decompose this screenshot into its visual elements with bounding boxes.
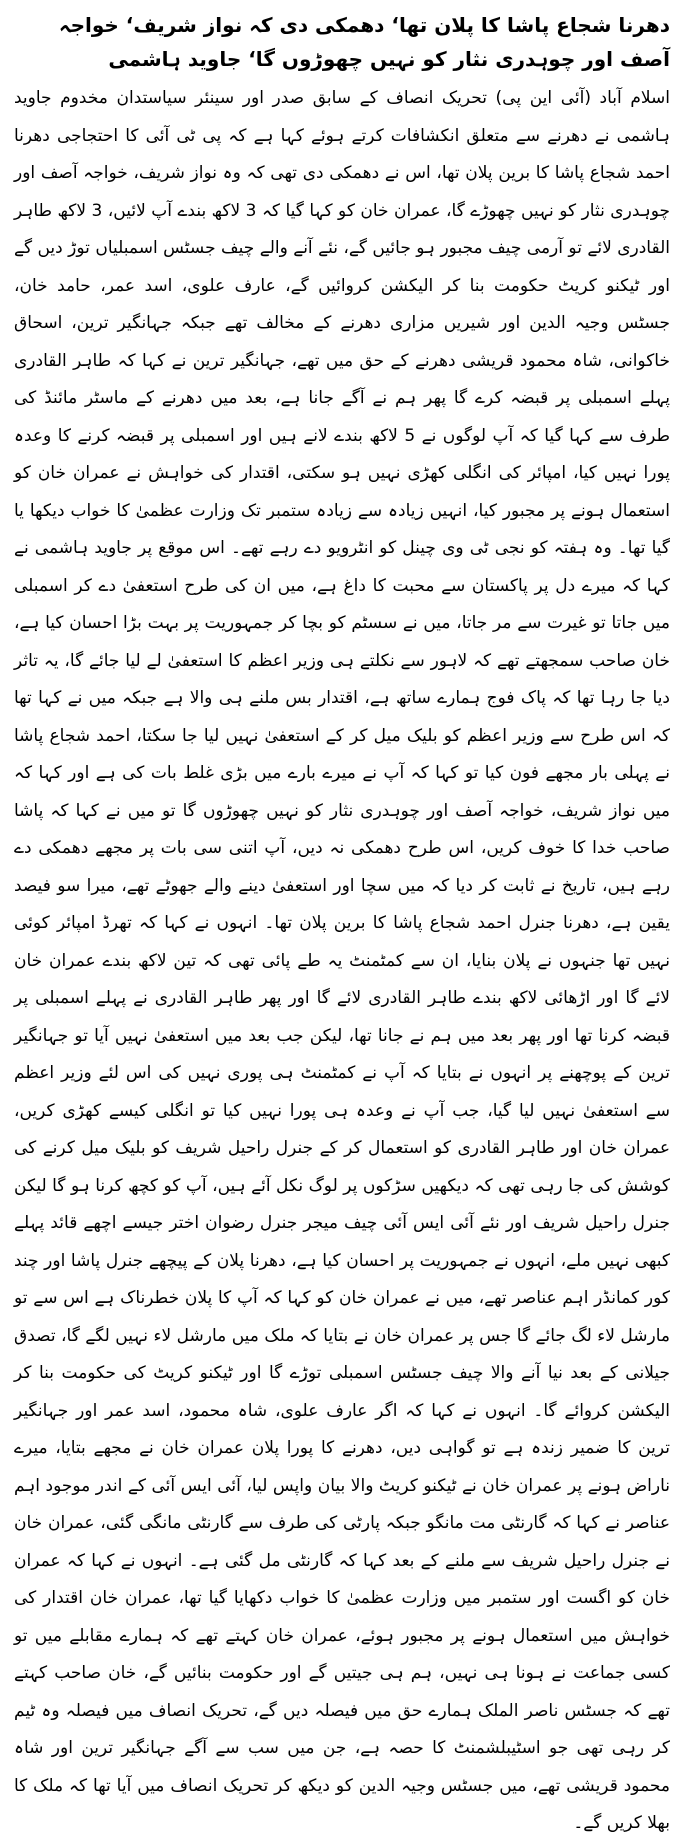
article-headline: دھرنا شجاع پاشا کا پلان تھا‘ دھمکی دی کہ نواز شریف‘ خواجہ آصف اور چوہدری نثار کو نہیں چھوڑوں گا‘ جاوید ہاشمی [58,13,670,71]
article-body: اسلام آباد (آئی این پی) تحریک انصاف کے سابق صدر اور سینئر سیاستدان مخدوم جاوید ہاشمی نے دھرنے سے متعلق انکشافات کرتے ہوئے کہا ہے کہ پی ٹی آئی کا احتجاجی دھرنا احمد شجاع پاشا کا برین پلان تھا، اس نے دھمکی دی تھی کہ وہ نواز شریف، خواجہ آصف اور چوہدری نثار کو نہیں چھوڑے گا، عمران خان کو کہا گیا کہ 3 لاکھ بندے آپ لائیں، 3 لاکھ طاہر القادری لائے تو آرمی چیف مجبور ہو جائیں گے، نئے آنے والے چیف جسٹس اسمبلیاں توڑ دیں گے اور ٹیکنو کریٹ حکومت بنا کر الیکشن کروائیں گے، عارف علوی، اسد عمر، حامد خان، جسٹس وجیہ الدین اور شیریں مزاری دھرنے کے مخالف تھے جبکہ جہانگیر ترین، اسحاق خاکوانی، شاہ محمود قریشی دھرنے کے حق میں تھے، جہانگیر ترین نے کہا کہ طاہر القادری پہلے اسمبلی پر قبضہ کرے گا پھر ہم نے آگے جانا ہے، بعد میں دھرنے کے ماسٹر مائنڈ کی طرف سے کہا گیا کہ آپ لوگوں نے 5 لاکھ بندے لانے ہیں اور اسمبلی پر قبضہ کرنے کا وعدہ پورا نہیں کیا، امپائر کی انگلی کھڑی نہیں ہو سکتی، اقتدار کی خواہش نے عمران خان کو استعمال ہونے پر مجبور کیا، انہیں زیادہ سے زیادہ ستمبر تک وزارت عظمیٰ کا خواب دیکھا یا گیا تھا۔ وہ ہفتہ کو نجی ٹی وی چینل کو انٹرویو دے رہے تھے۔ اس موقع پر جاوید ہاشمی نے کہا کہ میرے دل پر پاکستان سے محبت کا داغ ہے، میں ان کی طرح استعفیٰ دے کر اسمبلی میں جاتا تو غیرت سے مر جاتا، میں نے سسٹم کو بچا کر جمہوریت پر بہت بڑا احسان کیا ہے، خان صاحب سمجھتے تھے کہ لاہور سے نکلتے ہی وزیر اعظم کا استعفیٰ لے لیا جائے گا، یہ تاثر دیا جا رہا تھا کہ پاک فوج ہمارے ساتھ ہے، اقتدار بس ملنے ہی والا ہے جبکہ میں نے کہا تھا کہ اس طرح سے وزیر اعظم کو بلیک میل کر کے استعفیٰ نہیں لیا جا سکتا، احمد شجاع پاشا نے پہلی بار مجھے فون کیا تو کہا کہ آپ نے میرے بارے میں بڑی غلط بات کی ہے اور کہا کہ میں نواز شریف، خواجہ آصف اور چوہدری نثار کو نہیں چھوڑوں گا تو میں نے کہا کہ پاشا صاحب خدا کا خوف کریں، اس طرح دھمکی نہ دیں، آپ اتنی سی بات پر مجھے دھمکی دے رہے ہیں، تاریخ نے ثابت کر دیا کہ میں سچا اور استعفیٰ دینے والے جھوٹے تھے، میرا سو فیصد یقین ہے، دھرنا جنرل احمد شجاع پاشا کا برین پلان تھا۔ انہوں نے کہا کہ تھرڈ امپائر کوئی نہیں تھا جنہوں نے پلان بنایا، ان سے کمٹمنٹ یہ طے پائی تھی کہ تین لاکھ بندے عمران خان لائے گا اور اڑھائی لاکھ بندے طاہر القادری لائے گا اور پھر طاہر القادری نے پہلے اسمبلی پر قبضہ کرنا تھا اور پھر بعد میں ہم نے جانا تھا، لیکن جب بعد میں استعفیٰ نہیں آیا تو جہانگیر ترین کے پوچھنے پر انہوں نے بتایا کہ آپ نے کمٹمنٹ ہی پوری نہیں کی اس لئے وزیر اعظم سے استعفیٰ نہیں لیا گیا، جب آپ نے وعدہ ہی پورا نہیں کیا تو انگلی کیسے کھڑی کریں، عمران خان اور طاہر القادری کو استعمال کر کے جنرل راحیل شریف کو بلیک میل کرنے کی کوشش کی جا رہی تھی کہ دیکھیں سڑکوں پر لوگ نکل آئے ہیں، آپ کو کچھ کرنا ہو گا لیکن جنرل راحیل شریف اور نئے آئی ایس آئی چیف میجر جنرل رضوان اختر جیسے اچھے قائد پہلے کبھی نہیں ملے، انہوں نے جمہوریت پر احسان کیا ہے، دھرنا پلان کے پیچھے جنرل پاشا اور چند کور کمانڈر اہم عناصر تھے، میں نے عمران خان کو کہا کہ آپ کا پلان خطرناک ہے اس سے تو مارشل لاء لگ جائے گا جس پر عمران خان نے بتایا کہ ملک میں مارشل لاء نہیں لگے گا، تصدق جیلانی کے بعد نیا آنے والا چیف جسٹس اسمبلی توڑے گا اور ٹیکنو کریٹ کی حکومت بنا کر الیکشن کروائے گا۔ انہوں نے کہا کہ اگر عارف علوی، شاہ محمود، اسد عمر اور جہانگیر ترین کا ضمیر زندہ ہے تو گواہی دیں، دھرنے کا پورا پلان عمران خان نے مجھے بتایا، میرے ناراض ہونے پر عمران خان نے ٹیکنو کریٹ والا بیان واپس لیا، آئی ایس آئی کے اندر موجود اہم عناصر نے کہا کہ گارنٹی مت مانگو جبکہ پارٹی کی طرف سے گارنٹی مانگی گئی، عمران خان نے جنرل راحیل شریف سے ملنے کے بعد کہا کہ گارنٹی مل گئی ہے۔ انہوں نے کہا کہ عمران خان کو اگست اور ستمبر میں وزارت عظمیٰ کا خواب دکھایا گیا تھا، عمران خان اقتدار کی خواہش میں استعمال ہونے پر مجبور ہوئے، عمران خان کہتے تھے کہ ہمارے مقابلے میں تو کسی جماعت نے ہونا ہی نہیں، ہم ہی جیتیں گے اور حکومت بنائیں گے، خان صاحب کہتے تھے کہ جسٹس ناصر الملک ہمارے حق میں فیصلہ دیں گے، تحریک انصاف میں فیصلہ وہ ٹیم کر رہی تھی جو اسٹیبلشمنٹ کا حصہ ہے، جن میں سب سے آگے جہانگیر ترین اور شاہ محمود قریشی تھے، میں جسٹس وجیہ الدین کو دیکھ کر تحریک انصاف میں آیا تھا کہ ملک کا بھلا کریں گے۔ [14,88,670,1833]
